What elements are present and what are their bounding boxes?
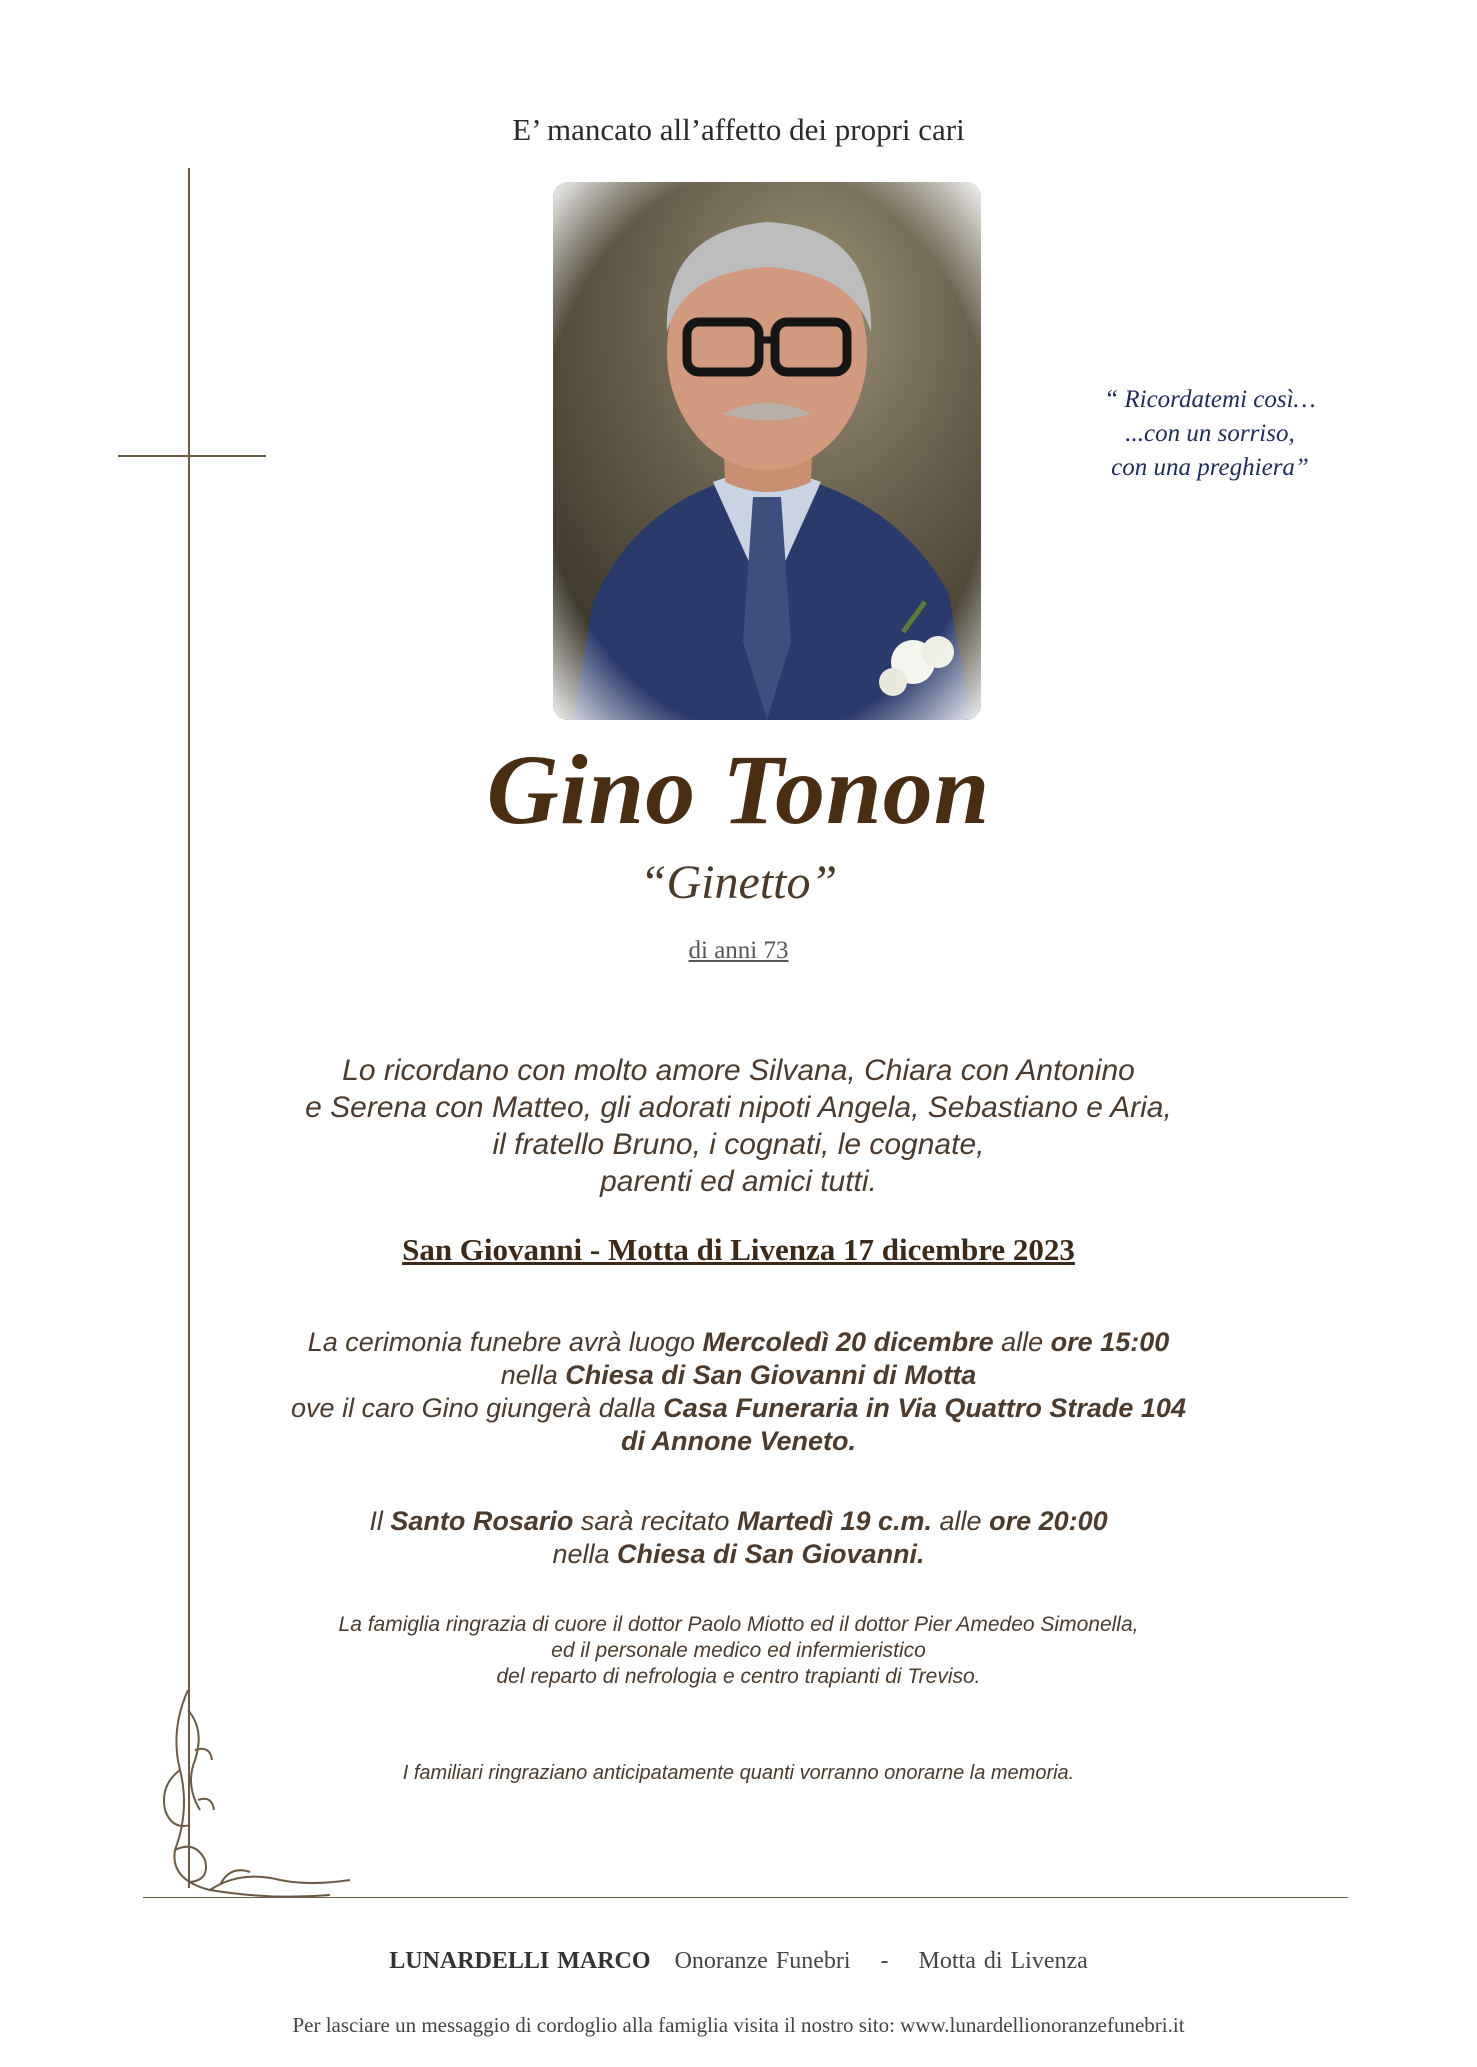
rosary-church: Chiesa di San Giovanni. xyxy=(616,1539,925,1569)
rosary-text: alle xyxy=(932,1506,990,1536)
company-city: Motta di Livenza xyxy=(918,1948,1088,1974)
memorial-quote xyxy=(1060,383,1360,485)
family-thanks xyxy=(0,1612,1477,1690)
ceremony-line-4 xyxy=(0,1425,1477,1458)
ceremony-text: nella xyxy=(500,1360,566,1390)
deceased-name: Gino Tonon xyxy=(486,734,991,845)
family-announcement xyxy=(0,1052,1477,1200)
place-and-date xyxy=(0,1232,1477,1268)
family-line-2: e Serena con Matteo, gli adorati nipoti Angela, Sebastiano e Aria, xyxy=(305,1091,1172,1124)
family-line-3: il fratello Bruno, i cognati, le cognate, xyxy=(492,1128,985,1161)
deceased-age xyxy=(0,937,1477,965)
deceased-nickname: “Ginetto” xyxy=(639,856,838,909)
ceremony-line-3 xyxy=(0,1392,1477,1425)
rosary-info xyxy=(0,1505,1477,1571)
quote-line-1: “ Ricordatemi così… xyxy=(1104,386,1316,413)
rosary-line-1 xyxy=(0,1505,1477,1538)
age-text: di anni 73 xyxy=(688,937,789,964)
rosary-title: Santo Rosario xyxy=(390,1506,574,1536)
rosary-text: Il xyxy=(369,1506,391,1536)
intro-text: E’ mancato all’affetto dei propri cari xyxy=(512,112,965,147)
quote-line-2: ...con un sorriso, xyxy=(1125,420,1295,447)
portrait-photo xyxy=(553,182,981,720)
ceremony-church: Chiesa di San Giovanni di Motta xyxy=(565,1360,977,1390)
ceremony-text: La cerimonia funebre avrà luogo xyxy=(307,1327,703,1357)
rosary-text: sarà recitato xyxy=(573,1506,737,1536)
ceremony-line-1 xyxy=(0,1326,1477,1359)
company-name: LUNARDELLI MARCO xyxy=(389,1948,651,1974)
thanks-line-2: ed il personale medico ed infermieristico xyxy=(551,1639,926,1662)
cross-horizontal-bar xyxy=(118,455,266,457)
website-message: Per lasciare un messaggio di cordoglio alla famiglia visita il nostro sito: www.lunardellionoranzefunebri.it xyxy=(292,2013,1185,2037)
rosary-text: nella xyxy=(552,1539,617,1569)
portrait-illustration xyxy=(553,182,981,720)
ceremony-info xyxy=(0,1326,1477,1458)
place-date-text: San Giovanni - Motta di Livenza 17 dicembre 2023 xyxy=(402,1232,1075,1267)
floral-ornament xyxy=(150,1690,410,1905)
ceremony-date: Mercoledì 20 dicembre xyxy=(702,1327,994,1357)
quote-line-3: con una preghiera” xyxy=(1111,454,1309,481)
funeral-home: Casa Funeraria in Via Quattro Strade 104 xyxy=(663,1393,1186,1423)
final-thanks: I familiari ringraziano anticipatamente quanti vorranno onorarne la memoria. xyxy=(402,1762,1075,1784)
thanks-line-1: La famiglia ringrazia di cuore il dottor Paolo Miotto ed il dottor Pier Amedeo Simonella, xyxy=(338,1613,1139,1636)
ceremony-text: alle xyxy=(993,1327,1051,1357)
funeral-company xyxy=(0,1948,1477,1975)
thanks-line-3: del reparto di nefrologia e centro trapianti di Treviso. xyxy=(496,1665,981,1688)
ceremony-line-2 xyxy=(0,1359,1477,1392)
rosary-date: Martedì 19 c.m. xyxy=(736,1506,933,1536)
company-separator: - xyxy=(880,1948,889,1974)
family-line-4: parenti ed amici tutti. xyxy=(600,1165,877,1198)
company-type: Onoranze Funebri xyxy=(674,1948,851,1974)
funeral-home-town: di Annone Veneto. xyxy=(621,1426,856,1456)
rosary-line-2 xyxy=(0,1538,1477,1571)
ceremony-time: ore 15:00 xyxy=(1050,1327,1170,1357)
bottom-divider xyxy=(143,1897,1348,1898)
ceremony-text: ove il caro Gino giungerà dalla xyxy=(291,1393,664,1423)
family-line-1: Lo ricordano con molto amore Silvana, Chiara con Antonino xyxy=(342,1054,1135,1087)
rosary-time: ore 20:00 xyxy=(989,1506,1108,1536)
